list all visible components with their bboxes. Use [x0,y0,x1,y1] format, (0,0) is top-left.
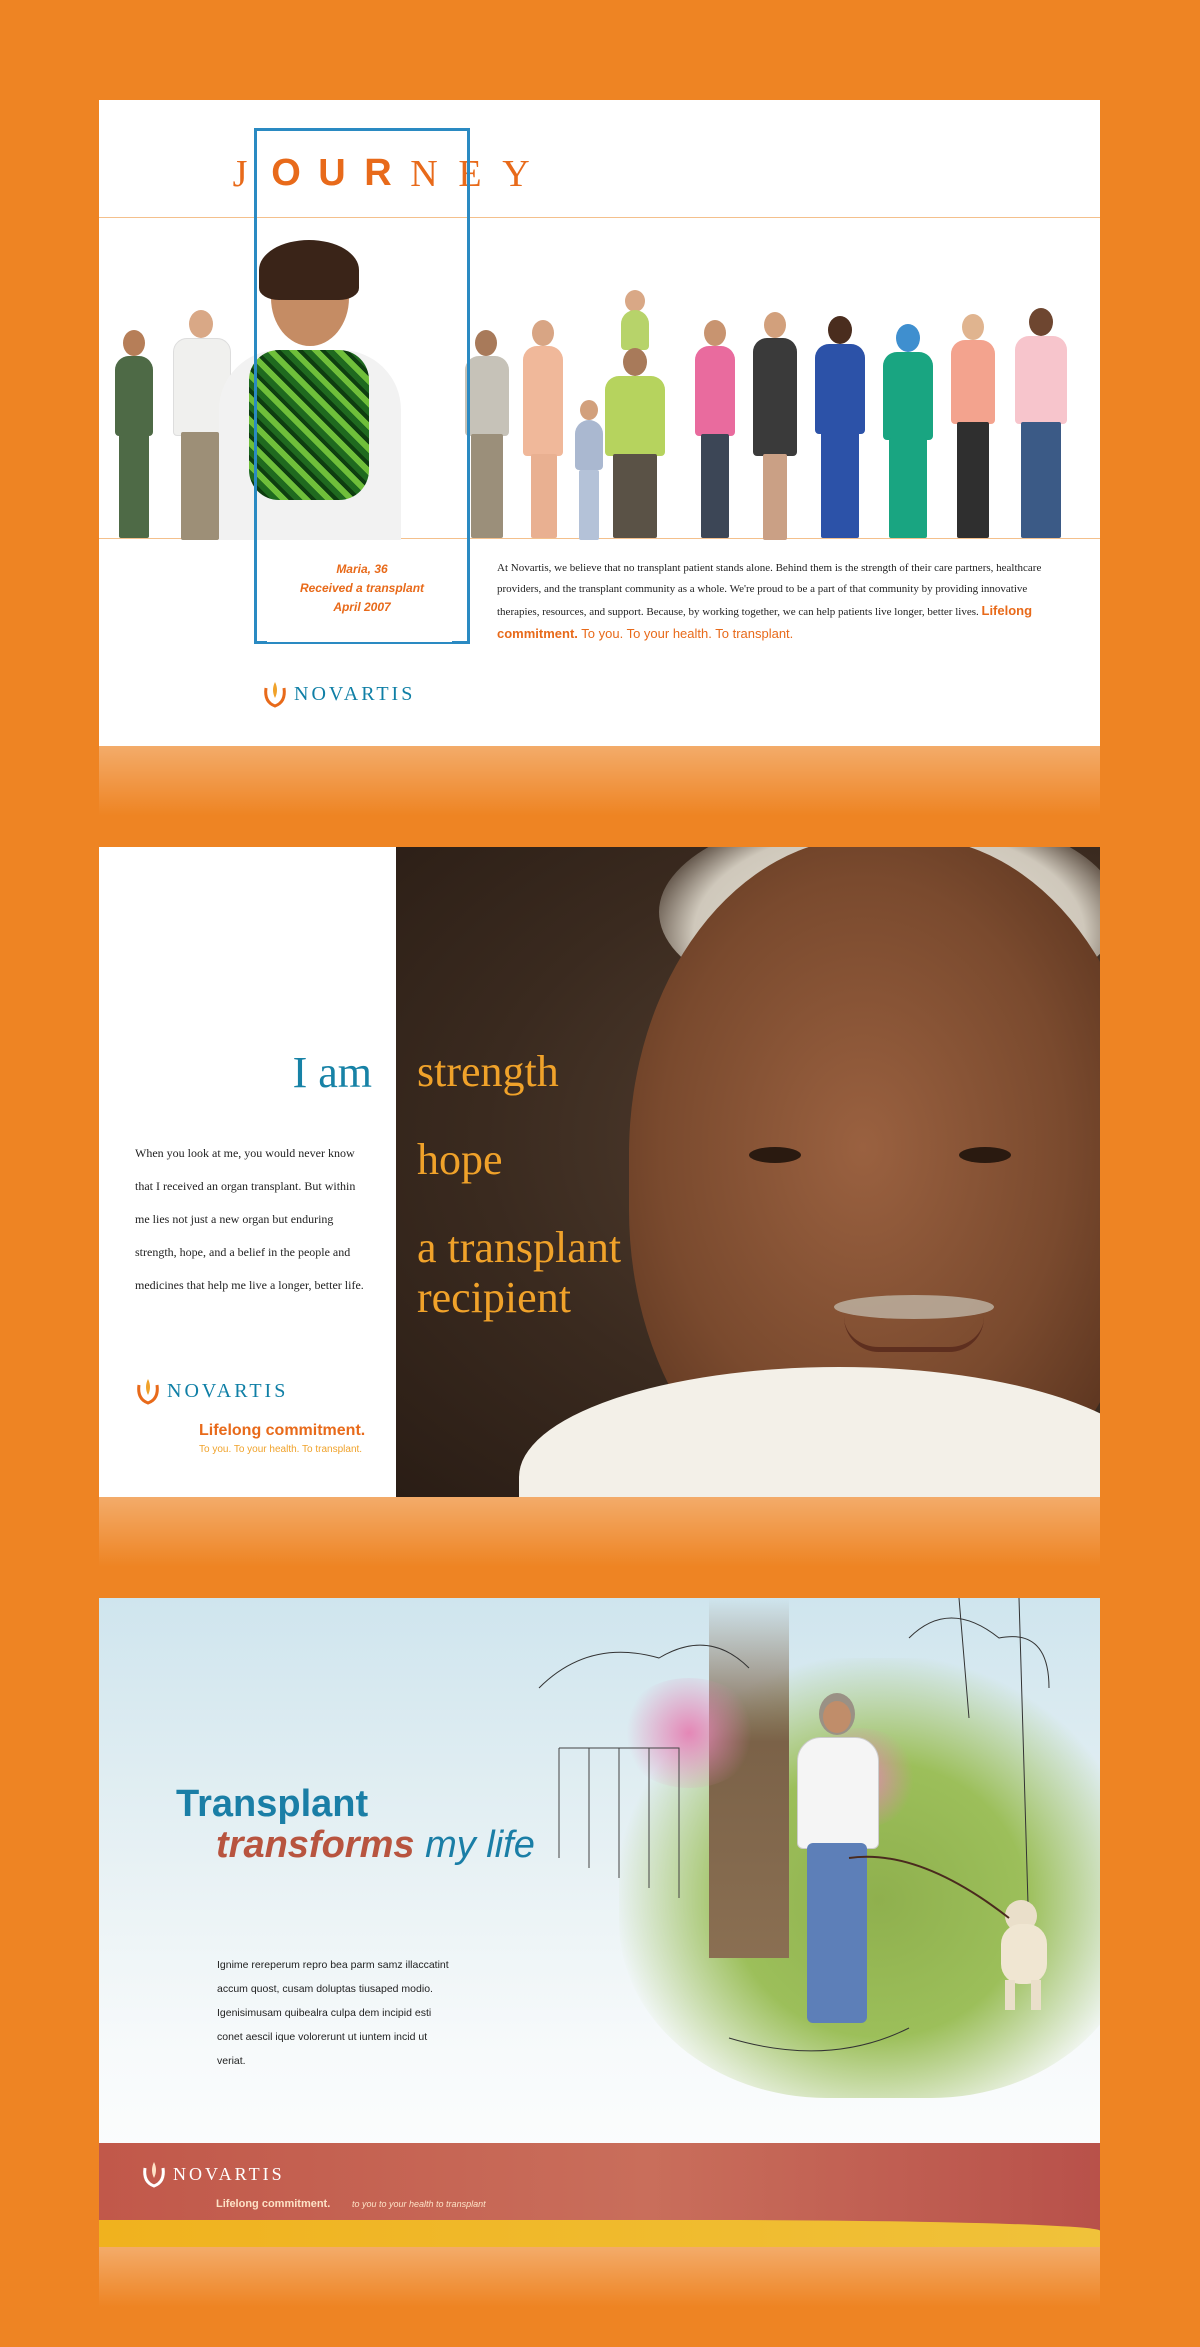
nurse-figure [811,316,869,540]
novartis-logo [262,678,415,710]
caption-line: April 2007 [333,600,391,614]
tagline-rest: to you to your health to transplant [352,2199,486,2209]
i-am-ad-panel [99,847,1100,1497]
brand-wordmark: NOVARTIS [167,1379,289,1402]
surgeon-figure [879,324,937,540]
transplant-transforms-ad-panel [99,1598,1100,2247]
brand-wordmark: NOVARTIS [294,682,416,705]
body-text: At Novartis, we believe that no transplant patient stands alone. Behind them is the strength of their care partners, healthcare providers, and the transplant community as a whole. We're proud to be a part of that community by providing innovative therapies, resources, and support. Because, by working together, we can help patients live longer, better lives. [497,562,1042,618]
panel-reflection [99,746,1100,816]
divider-top [99,217,1100,218]
father-with-child-figure [599,290,671,540]
panel-reflection [99,2247,1100,2307]
identity-word: strength [417,1047,559,1096]
caption-line: Maria, 36 [336,562,388,576]
identity-words [417,1047,677,1361]
patient-caption [257,560,467,617]
person-figure [749,312,801,540]
body-copy [497,558,1067,646]
i-am-heading: I am [292,1048,372,1097]
tagline-rest: To you. To your health. To transplant. [199,1444,363,1455]
heading-letter: J [232,153,248,195]
tagline-bold: Lifelong commitment. [199,1422,366,1439]
body-copy: Ignime rereperum repro bea parm samz illaccatint accum quost, cusam doluptas tiusaped modio. Igenisimusam quibealra culpa dem incipid esti conet aescil ique volorerunt ut iuntem incid ut veriat. [217,1959,449,2067]
novartis-flame-icon [135,1375,161,1407]
tagline-bold: Lifelong commitment. [216,2198,331,2210]
heading-letter: R [364,152,392,194]
headline-emphasis: transforms [216,1824,415,1866]
headline-line1: Transplant [176,1783,369,1825]
body-copy: When you look at me, you would never know that I received an organ transplant. But within me lies not just a new organ but enduring strength, hope, and a belief in the people and medicines that help me live a longer, better life. [135,1146,364,1292]
journey-ad-panel [99,100,1100,746]
novartis-flame-icon [262,678,288,710]
portrait-smile [844,1317,984,1352]
tagline-bold: Lifelong commitment. [497,603,1033,641]
headline-line2 [216,1824,535,1867]
novartis-logo [135,1375,288,1407]
people-lineup-photo [99,240,1100,540]
tagline-rest: To you. To your health. To transplant. [581,626,794,641]
heading-letter: N [410,153,438,195]
portrait-eye [959,1147,1011,1163]
headline-rest: my life [425,1824,535,1866]
frame-gap-bottom [267,634,452,642]
caption-line: Received a transplant [299,581,425,595]
person-figure [691,320,739,540]
portrait-eye [749,1147,801,1163]
heading-letter: O [271,152,301,194]
identity-word: a transplant recipient [417,1223,622,1322]
novartis-logo [141,2158,285,2190]
dog-leash [839,1838,1019,1928]
person-figure [947,314,999,540]
panel-reflection [99,1497,1100,1567]
heading-letter: U [318,152,346,194]
identity-word: hope [417,1135,503,1184]
novartis-flame-icon [141,2158,167,2190]
heading-letter: Y [502,153,530,195]
brand-wordmark: NOVARTIS [173,2163,285,2184]
person-figure [109,330,159,540]
heading-letter: E [458,153,482,195]
portrait-mustache [834,1295,994,1319]
person-figure [519,320,567,540]
footer-wave [99,2220,1100,2247]
person-figure [1011,308,1071,540]
